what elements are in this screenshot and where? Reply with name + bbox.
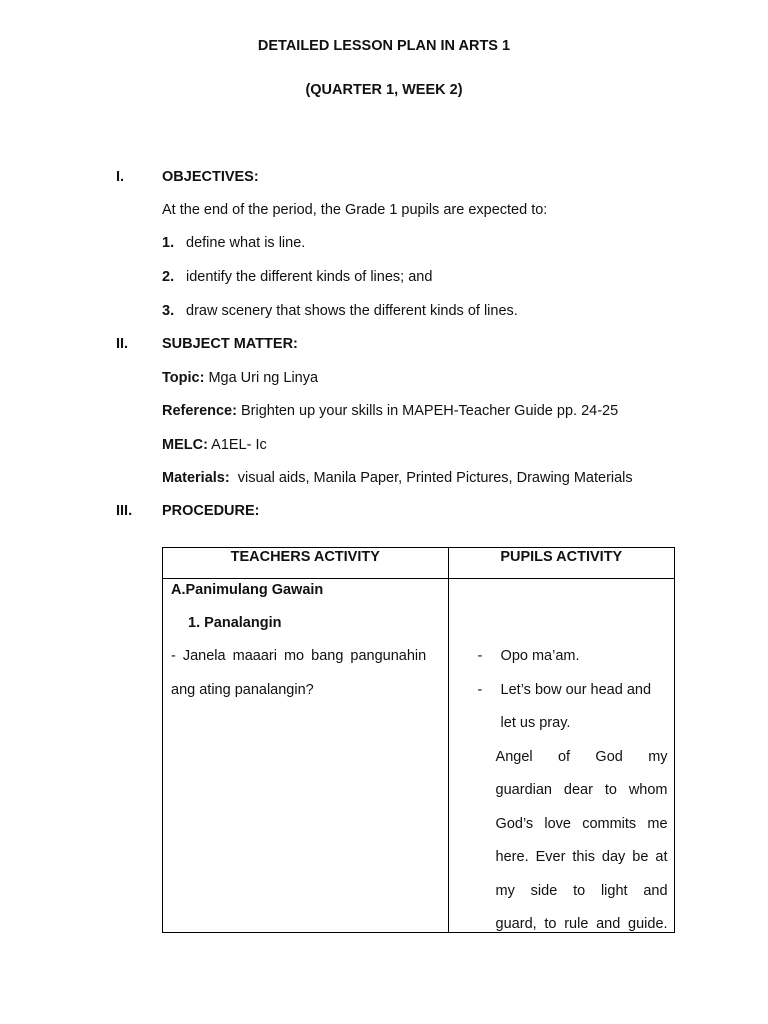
prayer-word: Angel	[495, 749, 533, 765]
teachers-activity-cell	[163, 579, 449, 933]
objective-item	[162, 235, 305, 251]
prayer-line	[496, 849, 668, 865]
objective-number: 3.	[162, 303, 175, 319]
prayer-line	[496, 749, 668, 765]
prayer-word: to	[573, 883, 586, 899]
prayer-word: this	[572, 849, 595, 865]
subsection-heading: 1. Panalangin	[188, 615, 282, 631]
materials-value: visual aids, Manila Paper, Printed Pictures, Drawing Materials	[229, 470, 633, 486]
procedure-heading: PROCEDURE:	[162, 503, 260, 519]
section-heading: A.Panimulang Gawain	[171, 582, 324, 598]
prayer-word: God’s	[495, 816, 534, 832]
prayer-line	[496, 883, 668, 899]
prayer-word: my	[495, 883, 515, 899]
prayer-word: me	[647, 816, 668, 832]
teacher-prompt-line-2: ang ating panalangin?	[171, 682, 314, 698]
objective-number: 2.	[162, 269, 175, 285]
subject-matter-heading: SUBJECT MATTER:	[162, 336, 298, 352]
melc-line	[162, 437, 267, 453]
procedure-table	[162, 547, 675, 933]
reference-label: Reference:	[162, 403, 237, 419]
prayer-word: day	[601, 849, 626, 865]
materials-label: Materials:	[162, 470, 230, 486]
topic-value: Mga Uri ng Linya	[204, 370, 319, 386]
bullet-dash: -	[477, 648, 483, 664]
melc-value: A1EL- Ic	[207, 437, 267, 453]
objectives-intro: At the end of the period, the Grade 1 pupils are expected to:	[162, 202, 548, 218]
prayer-word: to	[544, 916, 557, 932]
prayer-word: here.	[495, 849, 529, 865]
prayer-word: dear	[563, 782, 593, 798]
objective-text: define what is line.	[186, 235, 306, 251]
topic-label: Topic:	[162, 370, 205, 386]
prayer-word: of	[557, 749, 571, 765]
objective-text: identify the different kinds of lines; and	[186, 269, 433, 285]
pupils-activity-header: PUPILS ACTIVITY	[448, 548, 674, 579]
prayer-word: light	[600, 883, 628, 899]
prayer-word: God	[595, 749, 623, 765]
pupil-reply-1: Opo ma’am.	[500, 648, 580, 664]
prayer-line	[496, 782, 668, 798]
objectives-heading: OBJECTIVES:	[162, 169, 259, 185]
prayer-word: guardian	[495, 782, 552, 798]
bullet-dash: -	[477, 682, 483, 698]
subject-matter-numeral: II.	[116, 336, 129, 352]
prayer-line	[496, 916, 668, 932]
objective-text: draw scenery that shows the different kinds of lines.	[186, 303, 518, 319]
pupil-reply-2: Let’s bow our head and	[500, 682, 652, 698]
objectives-numeral: I.	[116, 169, 125, 185]
document-title: DETAILED LESSON PLAN IN ARTS 1	[257, 38, 511, 54]
melc-label: MELC:	[162, 437, 208, 453]
prayer-word: commits	[582, 816, 637, 832]
teacher-prompt-text: - Janela maaari mo bang pangunahin	[171, 648, 427, 664]
reference-value: Brighten up your skills in MAPEH-Teacher Guide pp. 24-25	[236, 403, 619, 419]
prayer-word: to	[604, 782, 617, 798]
prayer-line	[496, 816, 668, 832]
prayer-word: guide.	[628, 916, 668, 932]
prayer-word: whom	[628, 782, 668, 798]
prayer-word: Ever	[535, 849, 566, 865]
table-header-row	[163, 548, 675, 579]
prayer-word: at	[655, 849, 668, 865]
reference-line	[162, 403, 618, 419]
teachers-activity-header: TEACHERS ACTIVITY	[163, 548, 449, 579]
objective-number: 1.	[162, 235, 175, 251]
procedure-numeral: III.	[116, 503, 133, 519]
pupils-activity-cell	[448, 579, 674, 933]
teacher-prompt-line	[171, 648, 441, 664]
prayer-word: guard,	[495, 916, 537, 932]
objective-item	[162, 303, 518, 319]
prayer-word: side	[530, 883, 558, 899]
prayer-word: and	[643, 883, 668, 899]
prayer-word: my	[648, 749, 668, 765]
pupil-reply-2b: let us pray.	[500, 715, 571, 731]
table-row	[163, 579, 675, 933]
prayer-word: rule	[564, 916, 589, 932]
document-subtitle: (QUARTER 1, WEEK 2)	[305, 82, 463, 98]
topic-line	[162, 370, 318, 386]
prayer-word: and	[596, 916, 621, 932]
materials-line	[162, 470, 633, 486]
prayer-word: be	[632, 849, 649, 865]
prayer-word: love	[544, 816, 571, 832]
objective-item	[162, 269, 432, 285]
